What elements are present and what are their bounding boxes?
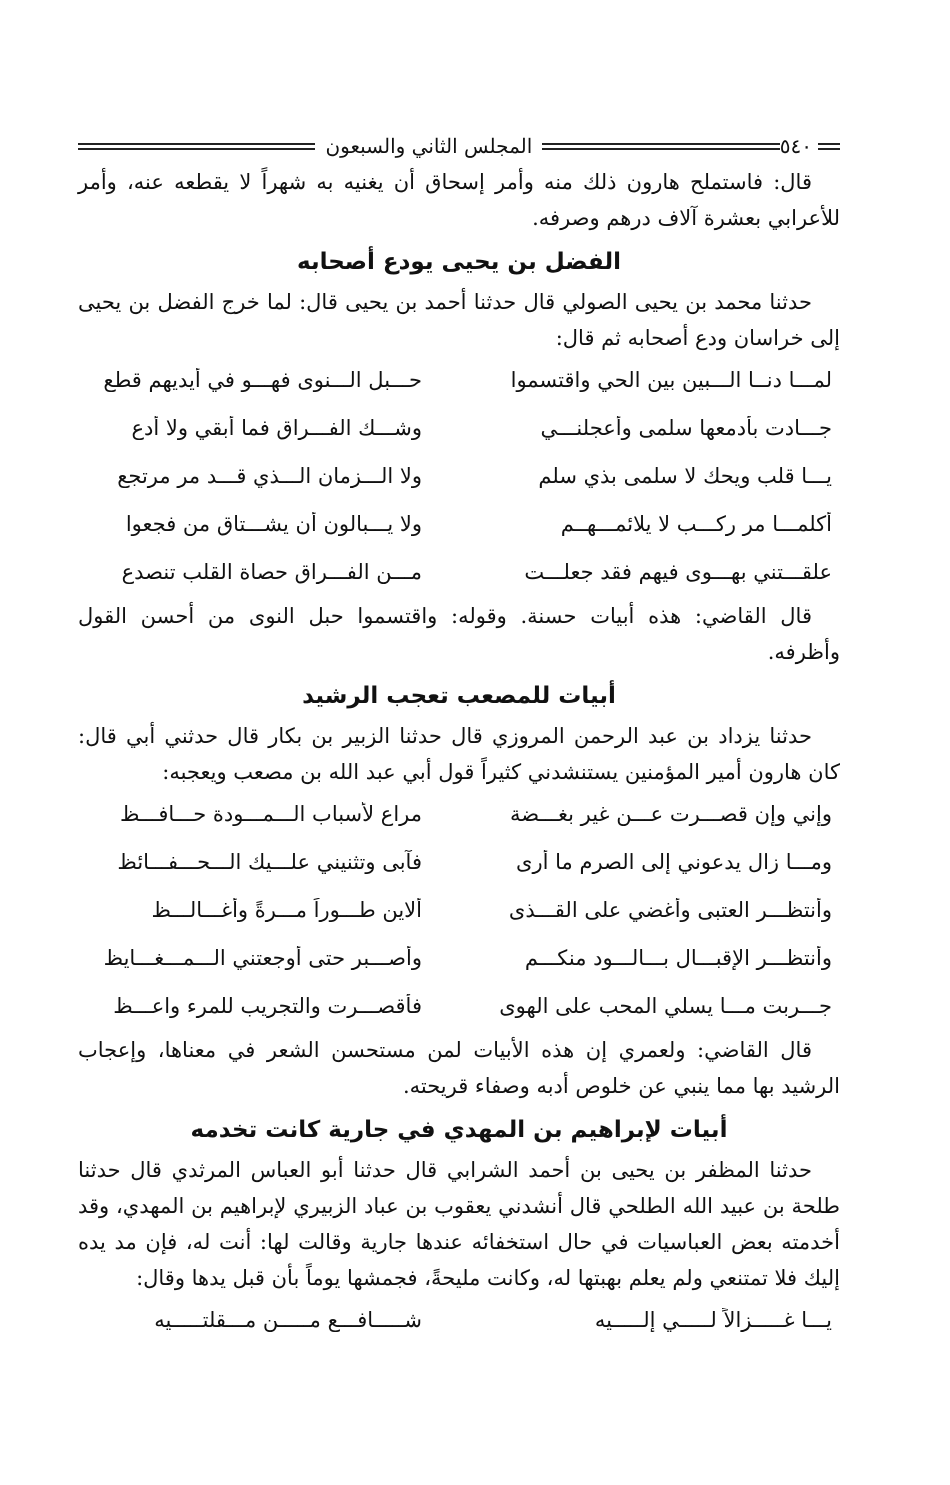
verse-second-hemistich: مراعٍ لأسباب الـــمـــودة حـــافـــظ bbox=[119, 802, 422, 826]
verse-first-hemistich: وأنتظـــر العتبى وأغضي على القـــذى bbox=[508, 898, 832, 922]
verse-first-hemistich: يـــا غـــــزالاً لـــــي إلـــــيه bbox=[594, 1308, 832, 1332]
page-number-group bbox=[780, 134, 840, 158]
verse-line bbox=[78, 1296, 840, 1344]
verse-line bbox=[78, 452, 840, 500]
verse-first-hemistich: جـــربت مـــا يسلي المحب على الهوى bbox=[499, 994, 832, 1018]
verse-second-hemistich: فآبى وتثنيني علـــيك الـــحـــفـــائظ bbox=[117, 850, 422, 874]
verse-second-hemistich: ولا يـــبالون أن يشـــتاق من فجعوا bbox=[125, 512, 422, 536]
section-heading-1: الفضل بن يحيى يودع أصحابه bbox=[297, 249, 621, 275]
verse-first-hemistich: ومـــا زال يدعوني إلى الصرم ما أرى bbox=[516, 850, 832, 874]
verse-first-hemistich: وأنتظـــر الإقبـــال بـــالـــود منكـــم bbox=[524, 946, 832, 970]
page-number: ٥٤٠ bbox=[779, 134, 812, 158]
verse-first-hemistich: علقـــتني بهـــوى فيهم فقد جعلـــت bbox=[524, 560, 832, 584]
verse-line bbox=[78, 982, 840, 1030]
verse-first-hemistich: جـــادت بأدمعها سلمى وأعجلنـــي bbox=[540, 416, 832, 440]
verse-first-hemistich: يـــا قلب ويحك لا سلمى بذي سلم bbox=[538, 464, 832, 488]
verse-line bbox=[78, 500, 840, 548]
verse-line bbox=[78, 934, 840, 982]
verse-second-hemistich: وشـــك الفـــراق فما أبقي ولا أدع bbox=[131, 416, 422, 440]
verse-second-hemistich: حـــبل الـــنوى فهـــو في أيديهم قطع bbox=[103, 368, 422, 392]
verse-second-hemistich: مـــن الفـــراق حصاة القلب تنصدع bbox=[121, 560, 422, 584]
verse-second-hemistich: ولا الـــزمان الـــذي قـــد مر مرتجع bbox=[117, 464, 422, 488]
section-1-paragraph: حدثنا محمد بن يحيى الصولي قال حدثنا أحمد بن يحيى قال: لما خرج الفضل بن يحيى إلى خراسان ودع أصحابه ثم قال: bbox=[78, 290, 840, 350]
verse-first-hemistich: وإني وإن قصـــرت عـــن غير بغـــضة bbox=[510, 802, 832, 826]
header-rule-left bbox=[78, 143, 315, 150]
section-heading-3: أبيات لإبراهيم بن المهدي في جارية كانت تخدمه bbox=[190, 1117, 728, 1143]
intro-paragraph: قال: فاستملح هارون ذلك منه وأمر إسحاق أن يغنيه به شهراً لا يقطعه عنه، وأمر للأعرابي بعشرة آلاف درهم وصرفه. bbox=[78, 170, 840, 230]
running-header bbox=[78, 128, 840, 164]
poem-3 bbox=[78, 1296, 840, 1344]
verse-line bbox=[78, 548, 840, 596]
book-page bbox=[78, 128, 840, 1344]
verse-line bbox=[78, 886, 840, 934]
section-heading-2: أبيات للمصعب تعجب الرشيد bbox=[302, 683, 616, 709]
verse-line bbox=[78, 838, 840, 886]
verse-line bbox=[78, 356, 840, 404]
poem-1 bbox=[78, 356, 840, 596]
verse-second-hemistich: ألاين طـــوراً مـــرةً وأغـــالـــظ bbox=[151, 898, 422, 922]
header-rule-right bbox=[542, 143, 779, 150]
verse-first-hemistich: أكلمـــا مر ركـــب لا يلائمـــهــم bbox=[560, 512, 832, 536]
verse-line bbox=[78, 790, 840, 838]
section-3-paragraph: حدثنا المظفر بن يحيى بن أحمد الشرابي قال حدثنا أبو العباس المرثدي قال حدثنا طلحة بن عبيد الله الطلحي قال أنشدني يعقوب بن عباد الزبيري لإبراهيم بن المهدي، وقد أخدمته بعض العباسيات في حال استخفائه عندها جارية وقالت لها: أنت له، فإن مد يده إليك فلا تمتنعي ولم يعلم بهبتها له، وكانت مليحةً، فجمشها يوماً بأن قبل يدها وقال: bbox=[78, 1158, 840, 1290]
poem-2 bbox=[78, 790, 840, 1030]
section-2-comment: قال القاضي: ولعمري إن هذه الأبيات لمن مستحسن الشعر في معناها، وإعجاب الرشيد بها مما ينبي عن خلوص أدبه وصفاء قريحته. bbox=[78, 1038, 840, 1098]
verse-first-hemistich: لمـــا دنــا الـــبين بين الحي واقتسموا bbox=[510, 368, 832, 392]
verse-second-hemistich: فأقصـــرت والتجريب للمرء واعـــظ bbox=[113, 994, 422, 1018]
section-1-comment: قال القاضي: هذه أبيات حسنة. وقوله: واقتسموا حبل النوى من أحسن القول وأظرفه. bbox=[78, 604, 840, 664]
header-rule-short bbox=[818, 143, 840, 150]
verse-second-hemistich: وأصـــبر حتى أوجعتني الـــمـــغـــايظ bbox=[103, 946, 422, 970]
verse-second-hemistich: شـــــافـــع مـــــن مـــقلتـــــيه bbox=[154, 1308, 422, 1332]
chapter-title: المجلس الثاني والسبعون bbox=[325, 134, 533, 158]
section-2-paragraph: حدثنا يزداد بن عبد الرحمن المروزي قال حدثنا الزبير بن بكار قال حدثني أبي قال: كان هارون أمير المؤمنين يستنشدني كثيراً قول أبي عبد الله بن مصعب ويعجبه: bbox=[78, 724, 840, 784]
verse-line bbox=[78, 404, 840, 452]
